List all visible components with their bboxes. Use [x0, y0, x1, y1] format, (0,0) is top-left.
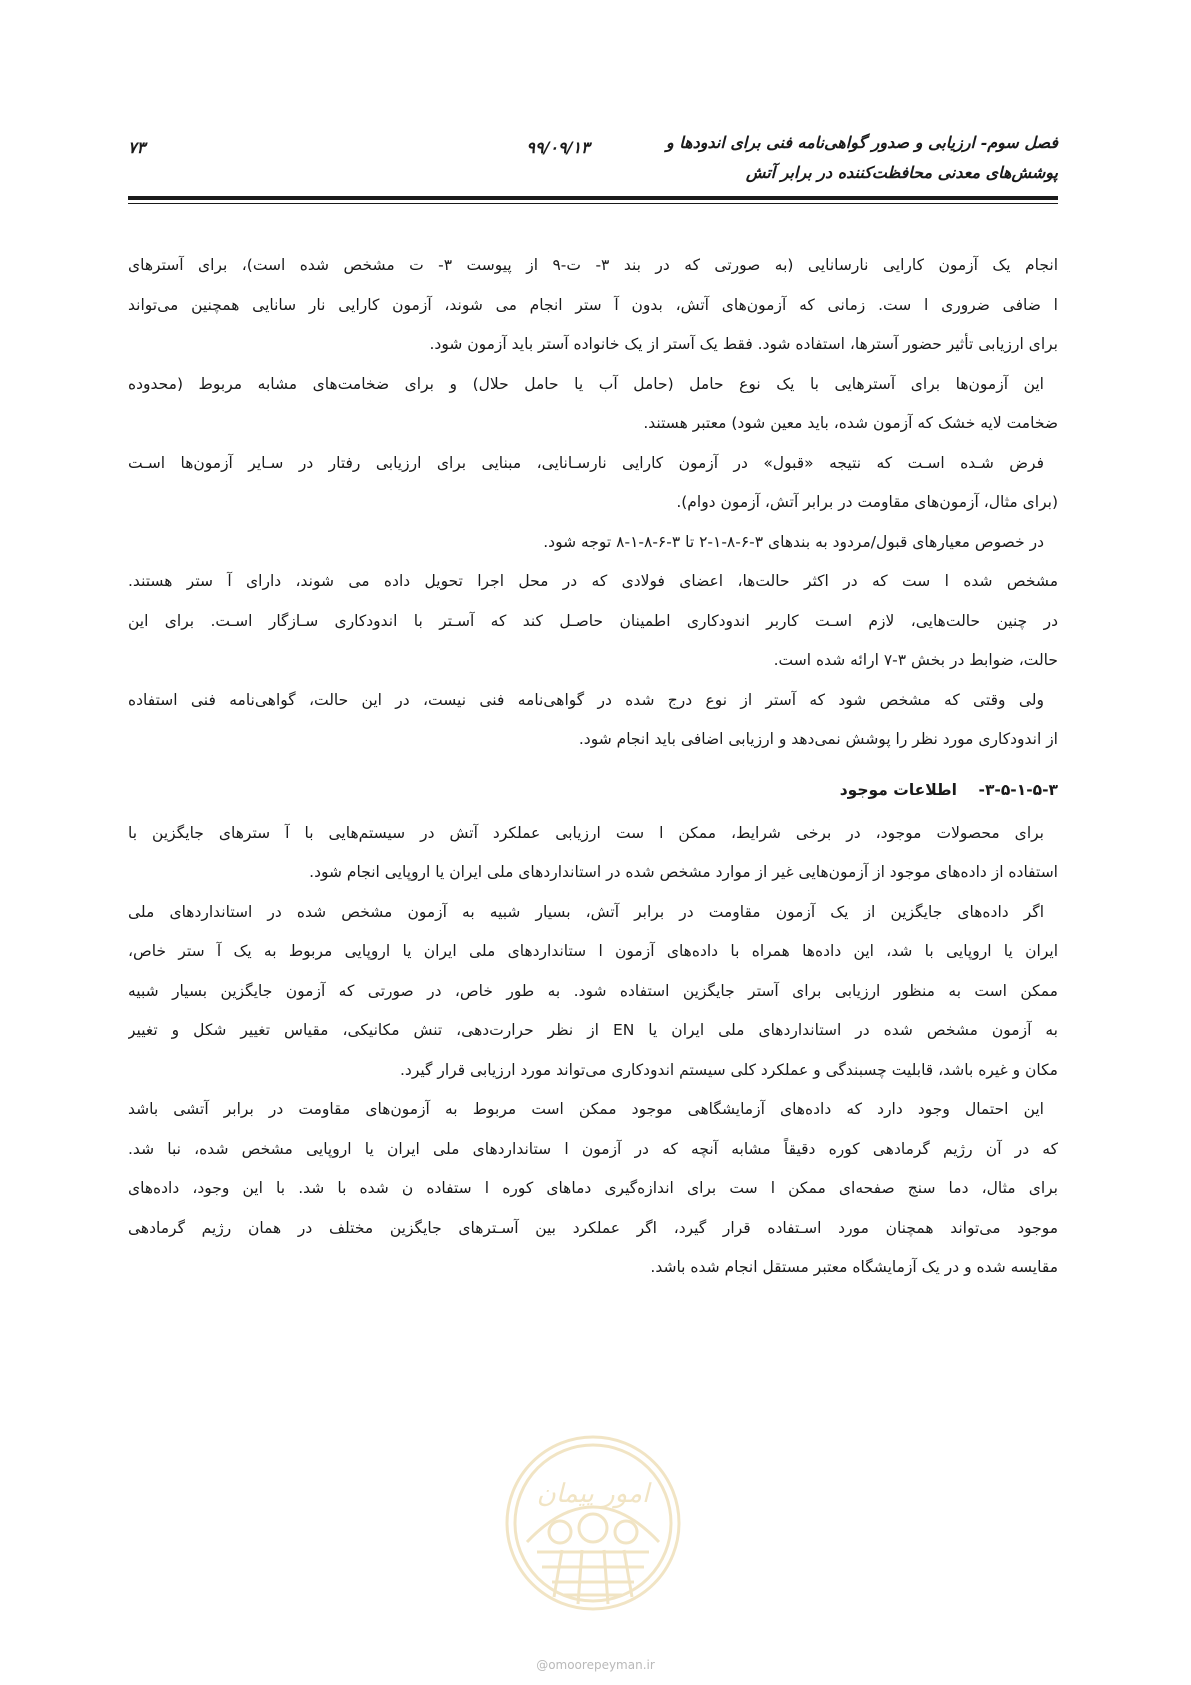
header-date: ۹۹/۰۹/۱۳ [526, 138, 590, 157]
text-line: مکان و غیره باشد، قابلیت چسبندگی و عملکرد کلی سیستم اندودکاری می‌تواند مورد ارزیابی قرار گیرد. [399, 1060, 1058, 1079]
watermark-site: @omoorepeyman.ir [536, 1658, 655, 1672]
text-line: ایران یا اروپایی با شد، این داده‌ها همراه با داده‌های آزمون ا ستانداردهای ملی ایران یا اروپایی مربوط به یک آ ستر خاص، [128, 942, 1058, 960]
page-header [128, 128, 1058, 196]
paragraph [128, 681, 1058, 760]
text-line: در چنین حالت‌هایی، لازم اسـت کاربر اندودکاری اطمینان حاصـل کند که آسـتر با اندودکاری سـازگار اسـت. برای این [128, 611, 1058, 630]
chapter-title-line-1: فصل سوم- ارزیابی و صدور گواهی‌نامه فنی برای اندودها و [666, 133, 1058, 152]
paragraph [128, 814, 1058, 893]
text-line: ولی وقتی که مشخص شود که آستر از نوع درج شده در گواهی‌نامه فنی نیست، در این حالت، گواهی‌نامه فنی استفاده [128, 690, 1044, 709]
text-line: به آزمون مشخص شده در استانداردهای ملی ایران یا EN از نظر حرارت‌دهی، تنش مکانیکی، مقیاس تغییر شکل و تغییر [128, 1021, 1058, 1039]
watermark-logo-text: امور پیمان [536, 1479, 650, 1509]
text-line: اگر داده‌های جایگزین از یک آزمون مقاومت در برابر آتش، بسیار شبیه به آزمون مشخص شده در استانداردهای ملی [128, 902, 1044, 921]
page-number: ۷۳ [128, 138, 146, 157]
paragraph [128, 246, 1058, 365]
text-line: برای ارزیابی تأثیر حضور آسترها، استفاده شود. فقط یک آستر از یک خانواده آستر باید آزمون شود. [429, 335, 1058, 353]
paragraph [128, 444, 1058, 523]
text-line: برای مثال، دما سنج صفحه‌ای ممکن ا ست برای اندازه‌گیری دماهای کوره ا ستفاده ن شده با شد. با این وجود، داده‌های [128, 1179, 1058, 1197]
paragraph [128, 1090, 1058, 1288]
header-rule-thick [128, 196, 1058, 200]
watermark-logo [502, 1432, 684, 1614]
text-line: این آزمون‌ها برای آسترهایی با یک نوع حامل (حامل آب یا حامل حلال) و برای ضخامت‌های مشابه مربوط (محدوده [128, 374, 1044, 393]
chapter-title-line-2: پوشش‌های معدنی محافظت‌کننده در برابر آتش [745, 163, 1058, 182]
section-heading [128, 770, 1058, 810]
text-line: حالت، ضوابط در بخش ۳-۷ ارائه شده است. [773, 651, 1058, 669]
text-line: در خصوص معیارهای قبول/مردود به بندهای ۳-۶-۸-۱-۲ تا ۳-۶-۸-۱-۸ توجه شود. [543, 532, 1044, 551]
text-line: موجود می‌تواند همچنان مورد اسـتفاده قرار گیرد، اگر عملکرد بین آسـترهای جایگزین مختلف در همان رژیم گرمادهی [128, 1218, 1058, 1237]
text-line: (برای مثال، آزمون‌های مقاومت در برابر آتش، آزمون دوام). [676, 493, 1058, 511]
text-line: که در آن رژیم گرمادهی کوره دقیقاً مشابه آنچه که در آزمون ا ستانداردهای ملی ایران یا اروپایی مشخص شده، نبا شد. [128, 1139, 1058, 1158]
text-line: فرض شـده اسـت که نتیجه «قبول» در آزمون کارایی نارسـانایی، مبنایی برای ارزیابی رفتار در سـایر آزمون‌ها اسـت [128, 453, 1044, 472]
text-line: برای محصولات موجود، در برخی شرایط، ممکن ا ست ارزیابی عملکرد آتش در سیستم‌هایی با آ سترهای جایگزین با [128, 823, 1044, 842]
body-text [128, 246, 1058, 1288]
text-line: از اندودکاری مورد نظر را پوشش نمی‌دهد و ارزیابی اضافی باید انجام شود. [578, 730, 1058, 748]
paragraph [128, 562, 1058, 681]
chapter-title [578, 128, 1058, 188]
text-line: ا ضافی ضروری ا ست. زمانی که آزمون‌های آتش، بدون آ ستر انجام می شوند، آزمون کارایی نار سانایی همچنین می‌تواند [128, 295, 1058, 314]
header-rule-thin [128, 203, 1058, 204]
paragraph [128, 365, 1058, 444]
paragraph [128, 893, 1058, 1091]
text-line: این احتمال وجود دارد که داده‌های آزمایشگاهی موجود ممکن است مربوط به آزمون‌های مقاومت در برابر آتشی باشد [128, 1100, 1044, 1118]
text-line: انجام یک آزمون کارایی نارسانایی (به صورتی که در بند ۳- ت-۹ از پیوست ۳- ت مشخص شده است)، برای آسترهای [128, 256, 1058, 274]
text-line: مشخص شده ا ست که در اکثر حالت‌ها، اعضای فولادی که در محل اجرا تحویل داده می شوند، دارای آ ستر هستند. [128, 572, 1058, 590]
section-title: اطلاعات موجود [839, 780, 957, 799]
text-line: استفاده از داده‌های موجود از آزمون‌هایی غیر از موارد مشخص شده در استانداردهای ملی ایران یا اروپایی انجام شود. [309, 863, 1058, 881]
text-line: ضخامت لایه خشک که آزمون شده، باید معین شود) معتبر هستند. [643, 414, 1058, 432]
paragraph [128, 523, 1058, 563]
text-line: ممکن است به منظور ارزیابی برای آستر جایگزین استفاده شود. به طور خاص، در صورتی که آزمون جایگزین بسیار شبیه [128, 981, 1058, 1000]
text-line: مقایسه شده و در یک آزمایشگاه معتبر مستقل انجام شده باشد. [650, 1258, 1058, 1276]
section-number: ۳-۵-۱-۵-۳- [978, 780, 1058, 799]
